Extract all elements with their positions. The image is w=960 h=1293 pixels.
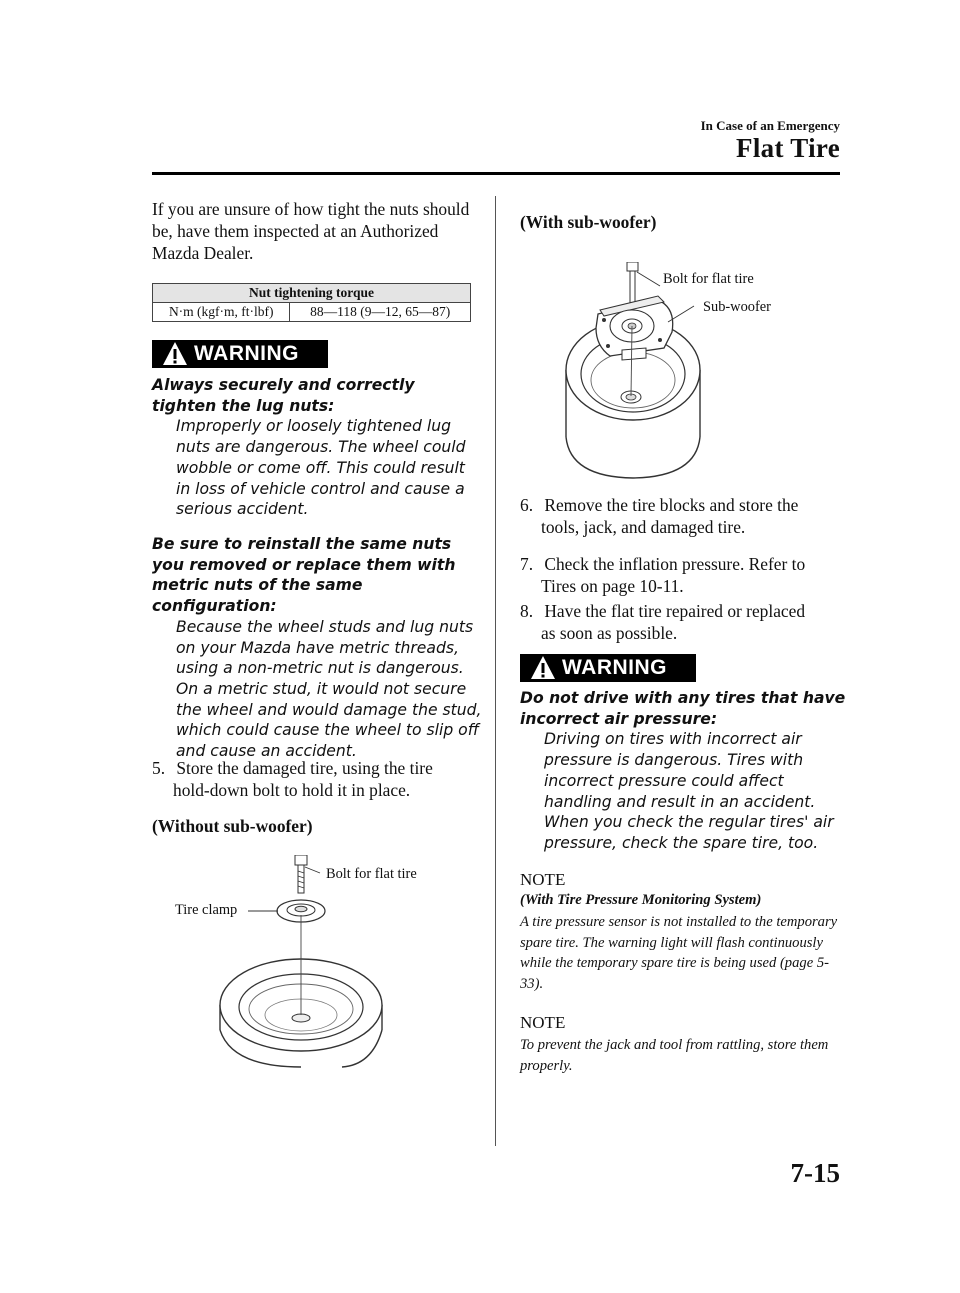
note-subheading: (With Tire Pressure Monitoring System) — [520, 892, 762, 908]
warning-body: Because the wheel studs and lug nuts on your Mazda have metric threads, using a non-metric nut is dangerous. On a metric stud, it would not secure the wheel and would damage the stud, which could cause the wheel to slip off and cause an accident. — [176, 617, 482, 761]
label-bolt-for-flat-tire: Bolt for flat tire — [326, 866, 417, 882]
spare-tire-illustration — [212, 855, 412, 1070]
warning-badge — [520, 654, 696, 682]
step-text: Tires on page 10-11. — [541, 576, 684, 596]
step-5 — [152, 757, 474, 801]
warning-body: Driving on tires with incorrect air pressure is dangerous. Tires with incorrect pressure could affect handling and result in an accident. When you check the regular tires' air pressure, check the spare tire, too. — [544, 730, 834, 852]
step-text: Remove the tire blocks and store the — [544, 495, 799, 515]
torque-table — [152, 283, 471, 322]
page-title: Flat Tire — [736, 133, 840, 163]
step-text: as soon as possible. — [541, 623, 678, 643]
label-sub-woofer: Sub-woofer — [703, 299, 771, 315]
step-8 — [520, 600, 842, 644]
warning-triangle-icon — [520, 654, 562, 682]
step-7 — [520, 553, 842, 597]
intro-paragraph: If you are unsure of how tight the nuts should be, have them inspected at an Authorized Mazda Dealer. — [152, 199, 470, 263]
warning-label: WARNING — [562, 656, 667, 679]
note-text: A tire pressure sensor is not installed to the temporary spare tire. The warning light will flash continuously while the temporary spare tire is being used (page 5-33). — [520, 914, 838, 992]
page-number: 7-15 — [790, 1158, 840, 1188]
step-text: Store the damaged tire, using the tire — [176, 758, 433, 778]
step-number: 6. — [520, 495, 534, 515]
column-divider — [495, 196, 496, 1146]
spare-tire-subwoofer-illustration — [560, 262, 780, 480]
step-text: Check the inflation pressure. Refer to — [544, 554, 806, 574]
warning-badge — [152, 340, 328, 368]
step-text: hold-down bolt to hold it in place. — [173, 780, 411, 800]
warning-label: WARNING — [194, 342, 299, 365]
section-title: In Case of an Emergency — [700, 118, 840, 133]
torque-unit-cell: N·m (kgf·m, ft·lbf) — [153, 303, 290, 322]
warning-air-pressure — [520, 688, 850, 854]
warning-triangle-icon — [152, 340, 194, 368]
warning-body: Improperly or loosely tightened lug nuts are dangerous. The wheel could wobble or come off. This could result in loss of vehicle control and cause a serious accident. — [176, 417, 466, 519]
label-tire-clamp: Tire clamp — [175, 902, 238, 918]
step-text: Have the flat tire repaired or replaced — [544, 601, 806, 621]
torque-table-header: Nut tightening torque — [153, 284, 471, 303]
step-number: 5. — [152, 758, 166, 778]
torque-value-cell: 88—118 (9—12, 65—87) — [290, 303, 471, 322]
note-label: NOTE — [520, 870, 566, 889]
figure-caption-without-subwoofer: (Without sub-woofer) — [152, 816, 313, 836]
note-label: NOTE — [520, 1013, 566, 1032]
warning-heading: Do not drive with any tires that have incorrect air pressure: — [520, 689, 846, 728]
step-number: 7. — [520, 554, 534, 574]
note-text: To prevent the jack and tool from rattling, store them properly. — [520, 1037, 829, 1074]
warning-heading: Be sure to reinstall the same nuts you removed or replace them with metric nuts of the same configuration: — [152, 535, 456, 616]
step-number: 8. — [520, 601, 534, 621]
step-6 — [520, 494, 842, 538]
header-rule — [152, 172, 840, 175]
warning-lug-nuts — [152, 375, 482, 520]
step-text: tools, jack, and damaged tire. — [541, 517, 746, 537]
figure-caption-with-subwoofer: (With sub-woofer) — [520, 212, 657, 232]
warning-metric-nuts — [152, 534, 482, 762]
warning-heading: Always securely and correctly tighten the lug nuts: — [152, 376, 415, 415]
label-bolt-for-flat-tire: Bolt for flat tire — [663, 271, 754, 287]
